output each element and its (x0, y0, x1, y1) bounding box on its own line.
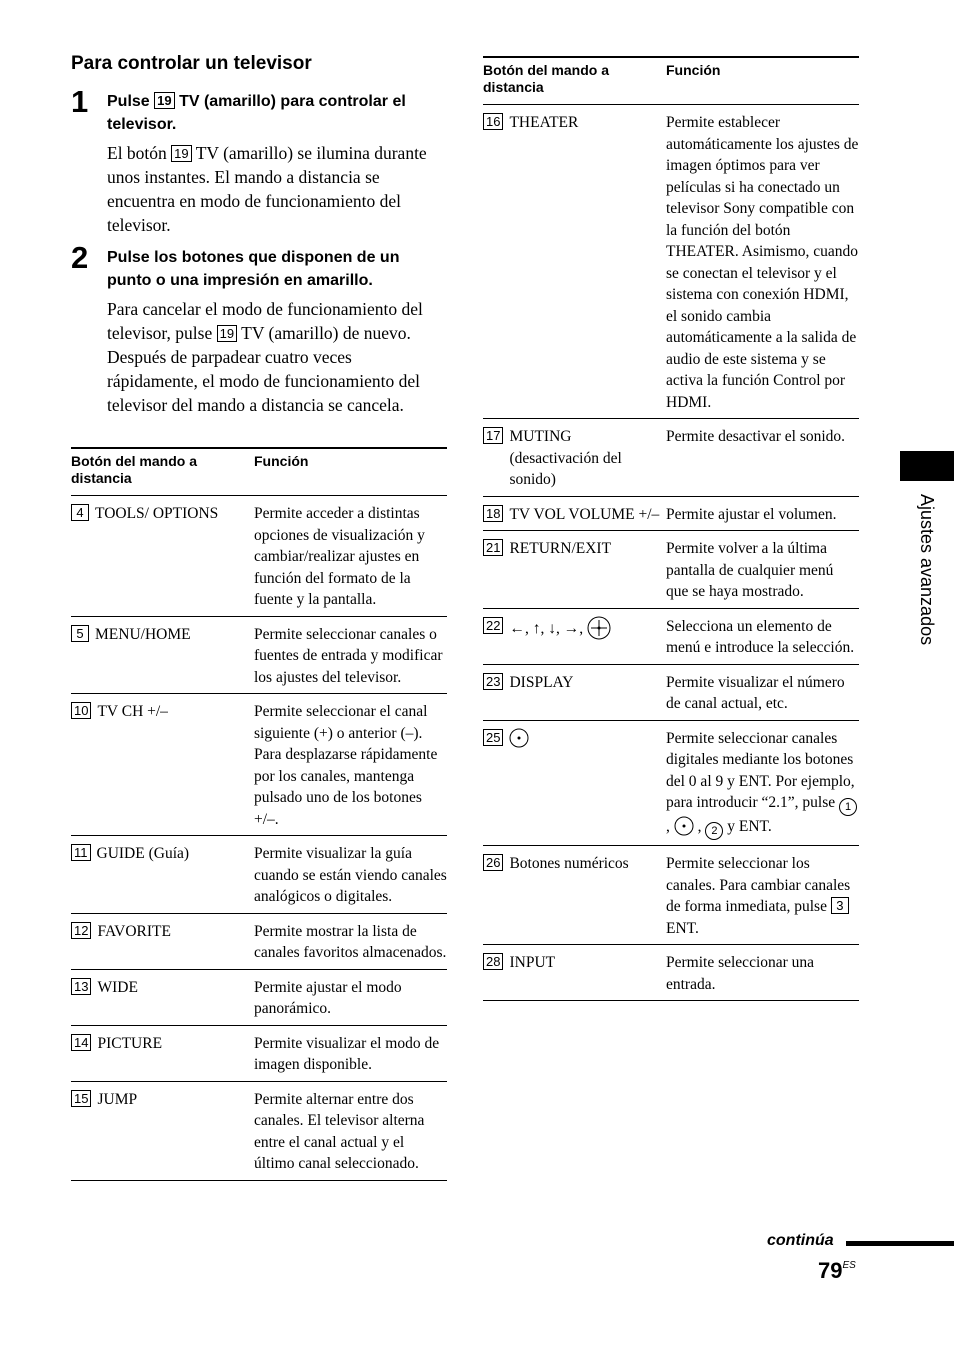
table-row (71, 1081, 447, 1180)
button-label: ←, ↑, ↓, →, (509, 616, 659, 640)
function-cell: Permite establecer automáticamente los ajustes de imagen óptimos para ver películas si ha conectado un televisor Sony compatible con la función del botón THEATER. Asimismo, cuando se conectan el televisor y el sistema con conexión HDMI, el sonido cambia automáticamente a la salida de audio de este sistema y se activa la función Control por HDMI. (666, 105, 859, 419)
section-tab-label: Ajustes avanzados (917, 494, 937, 646)
button-cell (483, 531, 666, 609)
continues-label: continúa (767, 1232, 834, 1249)
button-number: 15 (71, 1090, 91, 1107)
button-number: 18 (483, 505, 503, 522)
button-label: TV CH +/– (97, 703, 168, 720)
button-cell (483, 608, 666, 664)
table-row (483, 419, 859, 497)
function-table-right (483, 56, 859, 1001)
button-label: TOOLS/ OPTIONS (95, 505, 219, 522)
table-row (71, 616, 447, 694)
table-row (483, 608, 859, 664)
button-cell (71, 1081, 254, 1180)
button-number: 11 (71, 844, 91, 861)
button-cell (483, 496, 666, 531)
table-row (483, 664, 859, 720)
button-cell (71, 836, 254, 914)
column-header-function: Función (666, 57, 859, 105)
button-cell (71, 616, 254, 694)
button-label: PICTURE (97, 1034, 163, 1052)
button-label: WIDE (97, 978, 138, 996)
button-number: 13 (71, 978, 91, 995)
button-label: GUIDE (Guía) (96, 845, 190, 862)
section-title: Para controlar un televisor (71, 53, 312, 74)
button-label: DISPLAY (509, 673, 574, 691)
button-number: 25 (483, 729, 503, 746)
table-row (71, 496, 447, 617)
table-row (483, 720, 859, 846)
function-cell: Permite ajustar el modo panorámico. (254, 969, 447, 1025)
column-header-button: Botón del mando a distancia (483, 57, 666, 105)
table-row (71, 969, 447, 1025)
function-cell: Permite visualizar el modo de imagen disponible. (254, 1025, 447, 1081)
function-cell: Permite visualizar la guía cuando se están viendo canales analógicos o digitales. (254, 836, 447, 914)
step-body: Para cancelar el modo de funcionamiento del televisor, pulse 19 TV (amarillo) de nuevo. Después de parpadear cuatro veces rápidamente, el modo de funcionamiento del televisor del mando a distancia se cancela. (107, 299, 423, 415)
section-tab-marker (900, 451, 954, 481)
button-cell (483, 945, 666, 1001)
table-row (71, 694, 447, 836)
function-cell: Permite visualizar el número de canal actual, etc. (666, 664, 859, 720)
circle-crosshair-icon (587, 616, 611, 640)
button-number: 4 (71, 504, 89, 521)
button-number: 19 (217, 325, 237, 342)
button-label: MUTING (desactivación del sonido) (509, 428, 622, 488)
button-number: 26 (483, 854, 503, 871)
function-cell: Permite volver a la última pantalla de cualquier menú que se haya mostrado. (666, 531, 859, 609)
button-cell (71, 496, 254, 617)
function-cell: Permite desactivar el sonido. (666, 419, 859, 497)
button-cell (483, 720, 666, 846)
button-number: 19 (171, 145, 191, 162)
function-table-left (71, 447, 447, 1181)
circle-dot-icon (509, 728, 529, 748)
button-label: RETURN/EXIT (509, 540, 612, 557)
function-cell: Permite seleccionar canales digitales mediante los botones del 0 al 9 y ENT. Por ejemplo, para introducir “2.1”, pulse 1 , , 2 y ENT. (666, 720, 859, 846)
table-row (483, 846, 859, 945)
button-cell (483, 105, 666, 419)
button-number: 19 (154, 92, 174, 109)
table-row (71, 836, 447, 914)
continues-rule (846, 1241, 954, 1246)
function-cell: Permite alternar entre dos canales. El televisor alterna entre el canal actual y el último canal seleccionado. (254, 1081, 447, 1180)
button-cell (483, 664, 666, 720)
button-cell (71, 694, 254, 836)
table-row (483, 105, 859, 419)
step-2 (71, 240, 447, 417)
button-cell (483, 419, 666, 497)
table-row (71, 1025, 447, 1081)
button-label: TV VOL VOLUME +/– (509, 505, 660, 523)
function-cell: Permite seleccionar los canales. Para cambiar canales de forma inmediata, pulse 3 ENT. (666, 846, 859, 945)
button-label: FAVORITE (97, 922, 171, 940)
step-number: 2 (71, 240, 89, 275)
table-row (483, 496, 859, 531)
button-cell (483, 846, 666, 945)
function-cell: Permite mostrar la lista de canales favoritos almacenados. (254, 913, 447, 969)
button-number: 28 (483, 953, 503, 970)
table-row (483, 945, 859, 1001)
button-number: 3 (831, 897, 849, 914)
button-number: 10 (71, 702, 91, 719)
function-cell: Selecciona un elemento de menú e introduce la selección. (666, 608, 859, 664)
circle-dot-icon (674, 816, 694, 836)
button-cell (71, 913, 254, 969)
button-number: 23 (483, 673, 503, 690)
button-label: MENU/HOME (95, 625, 191, 643)
function-cell: Permite ajustar el volumen. (666, 496, 859, 531)
table-row (71, 913, 447, 969)
table-row (483, 531, 859, 609)
function-cell: Permite acceder a distintas opciones de visualización y cambiar/realizar ajustes en función del formato de la fuente y la pantalla. (254, 496, 447, 617)
step-number: 1 (71, 84, 89, 119)
column-header-function: Función (254, 448, 447, 496)
column-header-button: Botón del mando a distancia (71, 448, 254, 496)
button-label: THEATER (509, 114, 579, 131)
button-label: INPUT (509, 954, 556, 971)
button-number: 21 (483, 539, 503, 556)
button-number: 14 (71, 1034, 91, 1051)
key-icon: 1 (839, 798, 857, 816)
step-1 (71, 84, 447, 237)
button-label: JUMP (97, 1090, 138, 1108)
function-cell: Permite seleccionar el canal siguiente (+) o anterior (–). Para desplazarse rápidamente por los canales, mantenga pulsado uno de los botones +/–. (254, 694, 447, 836)
step-heading: Pulse los botones que disponen de un punto o una impresión en amarillo. (107, 249, 400, 289)
key-icon: 2 (705, 822, 723, 840)
button-cell (71, 969, 254, 1025)
function-cell: Permite seleccionar una entrada. (666, 945, 859, 1001)
step-body: El botón 19 TV (amarillo) se ilumina durante unos instantes. El mando a distancia se encuentra en modo de funcionamiento del televisor. (107, 143, 427, 235)
button-number: 12 (71, 922, 91, 939)
button-number: 16 (483, 113, 503, 130)
button-number: 22 (483, 617, 503, 634)
button-number: 5 (71, 625, 89, 642)
button-cell (71, 1025, 254, 1081)
button-label: Botones numéricos (509, 855, 629, 872)
page-number: $79^{ES}$ (818, 1258, 856, 1283)
button-label (509, 728, 659, 750)
function-cell: Permite seleccionar canales o fuentes de entrada y modificar los ajustes del televisor. (254, 616, 447, 694)
step-heading: Pulse 19 TV (amarillo) para controlar el televisor. (107, 93, 406, 133)
button-number: 17 (483, 427, 503, 444)
